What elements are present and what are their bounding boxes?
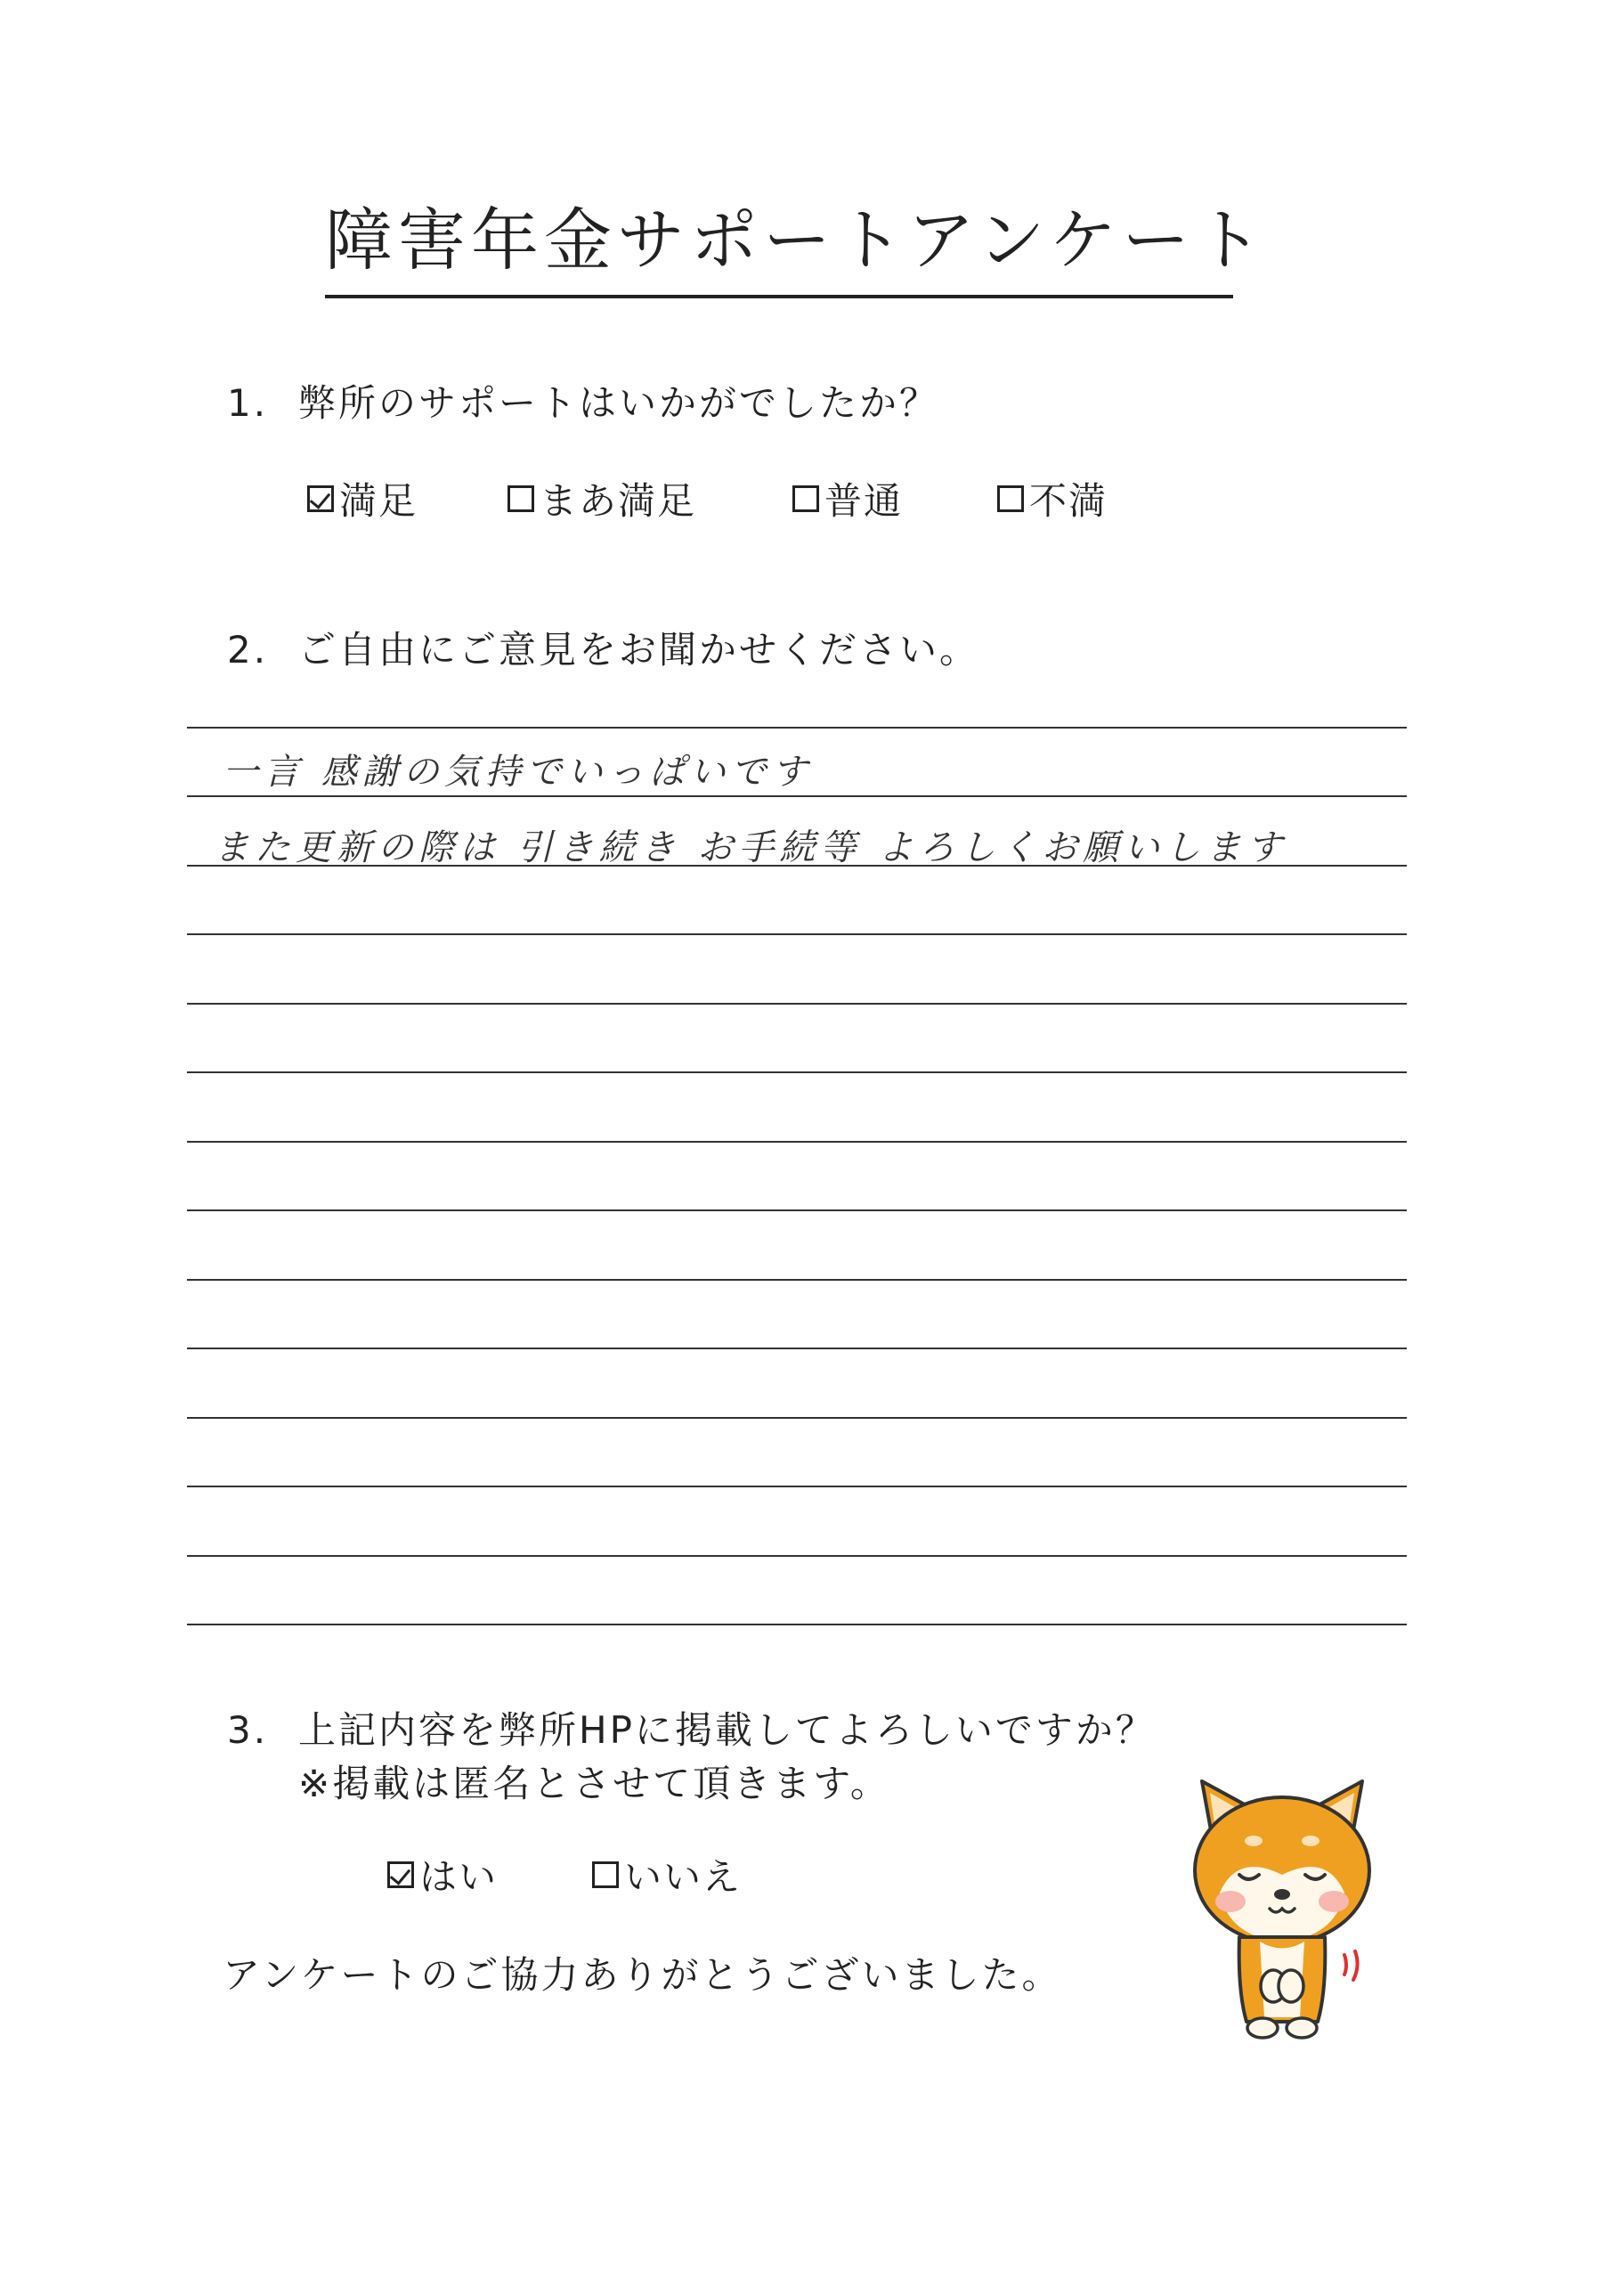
q3-option-yes[interactable] xyxy=(387,1848,498,1901)
answer-rule xyxy=(187,1555,1407,1557)
question-2-text: ご自由にご意見をお聞かせください。 xyxy=(298,628,980,672)
answer-rule xyxy=(187,795,1407,797)
check-box-icon[interactable] xyxy=(307,485,334,512)
answer-rule xyxy=(187,1486,1407,1487)
answer-rule xyxy=(187,933,1407,935)
q1-option-label: 不満 xyxy=(1029,479,1108,523)
q3-option-no[interactable] xyxy=(592,1848,742,1901)
answer-rule xyxy=(187,1348,1407,1349)
answer-rule xyxy=(187,727,1407,729)
question-1 xyxy=(227,374,939,428)
q1-option-mostly-satisfied[interactable] xyxy=(508,472,696,525)
question-3-note: ※掲載は匿名とさせて頂きます。 xyxy=(298,1762,890,1805)
answer-rule xyxy=(187,1417,1407,1419)
answer-rule xyxy=(187,1209,1407,1211)
handwritten-answer-line-2: また更新の際は 引き続き お手続等 よろしくお願いします xyxy=(214,827,1288,868)
answer-rule xyxy=(187,1624,1407,1625)
shiba-dog-mascot-icon xyxy=(1184,1777,1380,2044)
empty-box-icon[interactable] xyxy=(792,485,819,512)
survey-title: 障害年金サポートアンケート xyxy=(325,191,1233,298)
question-1-text: 弊所のサポートはいかがでしたか？ xyxy=(298,381,940,425)
empty-box-icon[interactable] xyxy=(592,1861,619,1888)
answer-rule xyxy=(187,1071,1407,1073)
question-2-number: 2. xyxy=(227,628,269,672)
question-3-text: 上記内容を弊所HPに掲載してよろしいですか？ xyxy=(298,1708,1156,1752)
question-1-number: 1. xyxy=(227,381,269,425)
answer-rule xyxy=(187,1003,1407,1005)
question-3 xyxy=(227,1701,1156,1755)
q3-option-label: いいえ xyxy=(624,1855,743,1899)
q1-option-label: まあ満足 xyxy=(540,479,697,523)
q1-option-satisfied[interactable] xyxy=(307,472,418,525)
question-2 xyxy=(227,621,979,674)
answer-rule xyxy=(187,1141,1407,1143)
handwritten-answer-line-1: 一言 感謝の気持でいっぱいです xyxy=(223,752,813,793)
q1-option-neutral[interactable] xyxy=(792,472,903,525)
empty-box-icon[interactable] xyxy=(508,485,534,512)
q1-option-dissatisfied[interactable] xyxy=(997,472,1108,525)
empty-box-icon[interactable] xyxy=(997,485,1024,512)
closing-message: アンケートのご協力ありがとうございました。 xyxy=(223,1953,1062,1997)
check-box-icon[interactable] xyxy=(387,1861,414,1888)
q3-option-label: はい xyxy=(419,1855,499,1899)
question-3-number: 3. xyxy=(227,1708,269,1752)
q1-option-label: 満足 xyxy=(339,479,418,523)
answer-rule xyxy=(187,1279,1407,1281)
q1-option-label: 普通 xyxy=(824,479,904,523)
